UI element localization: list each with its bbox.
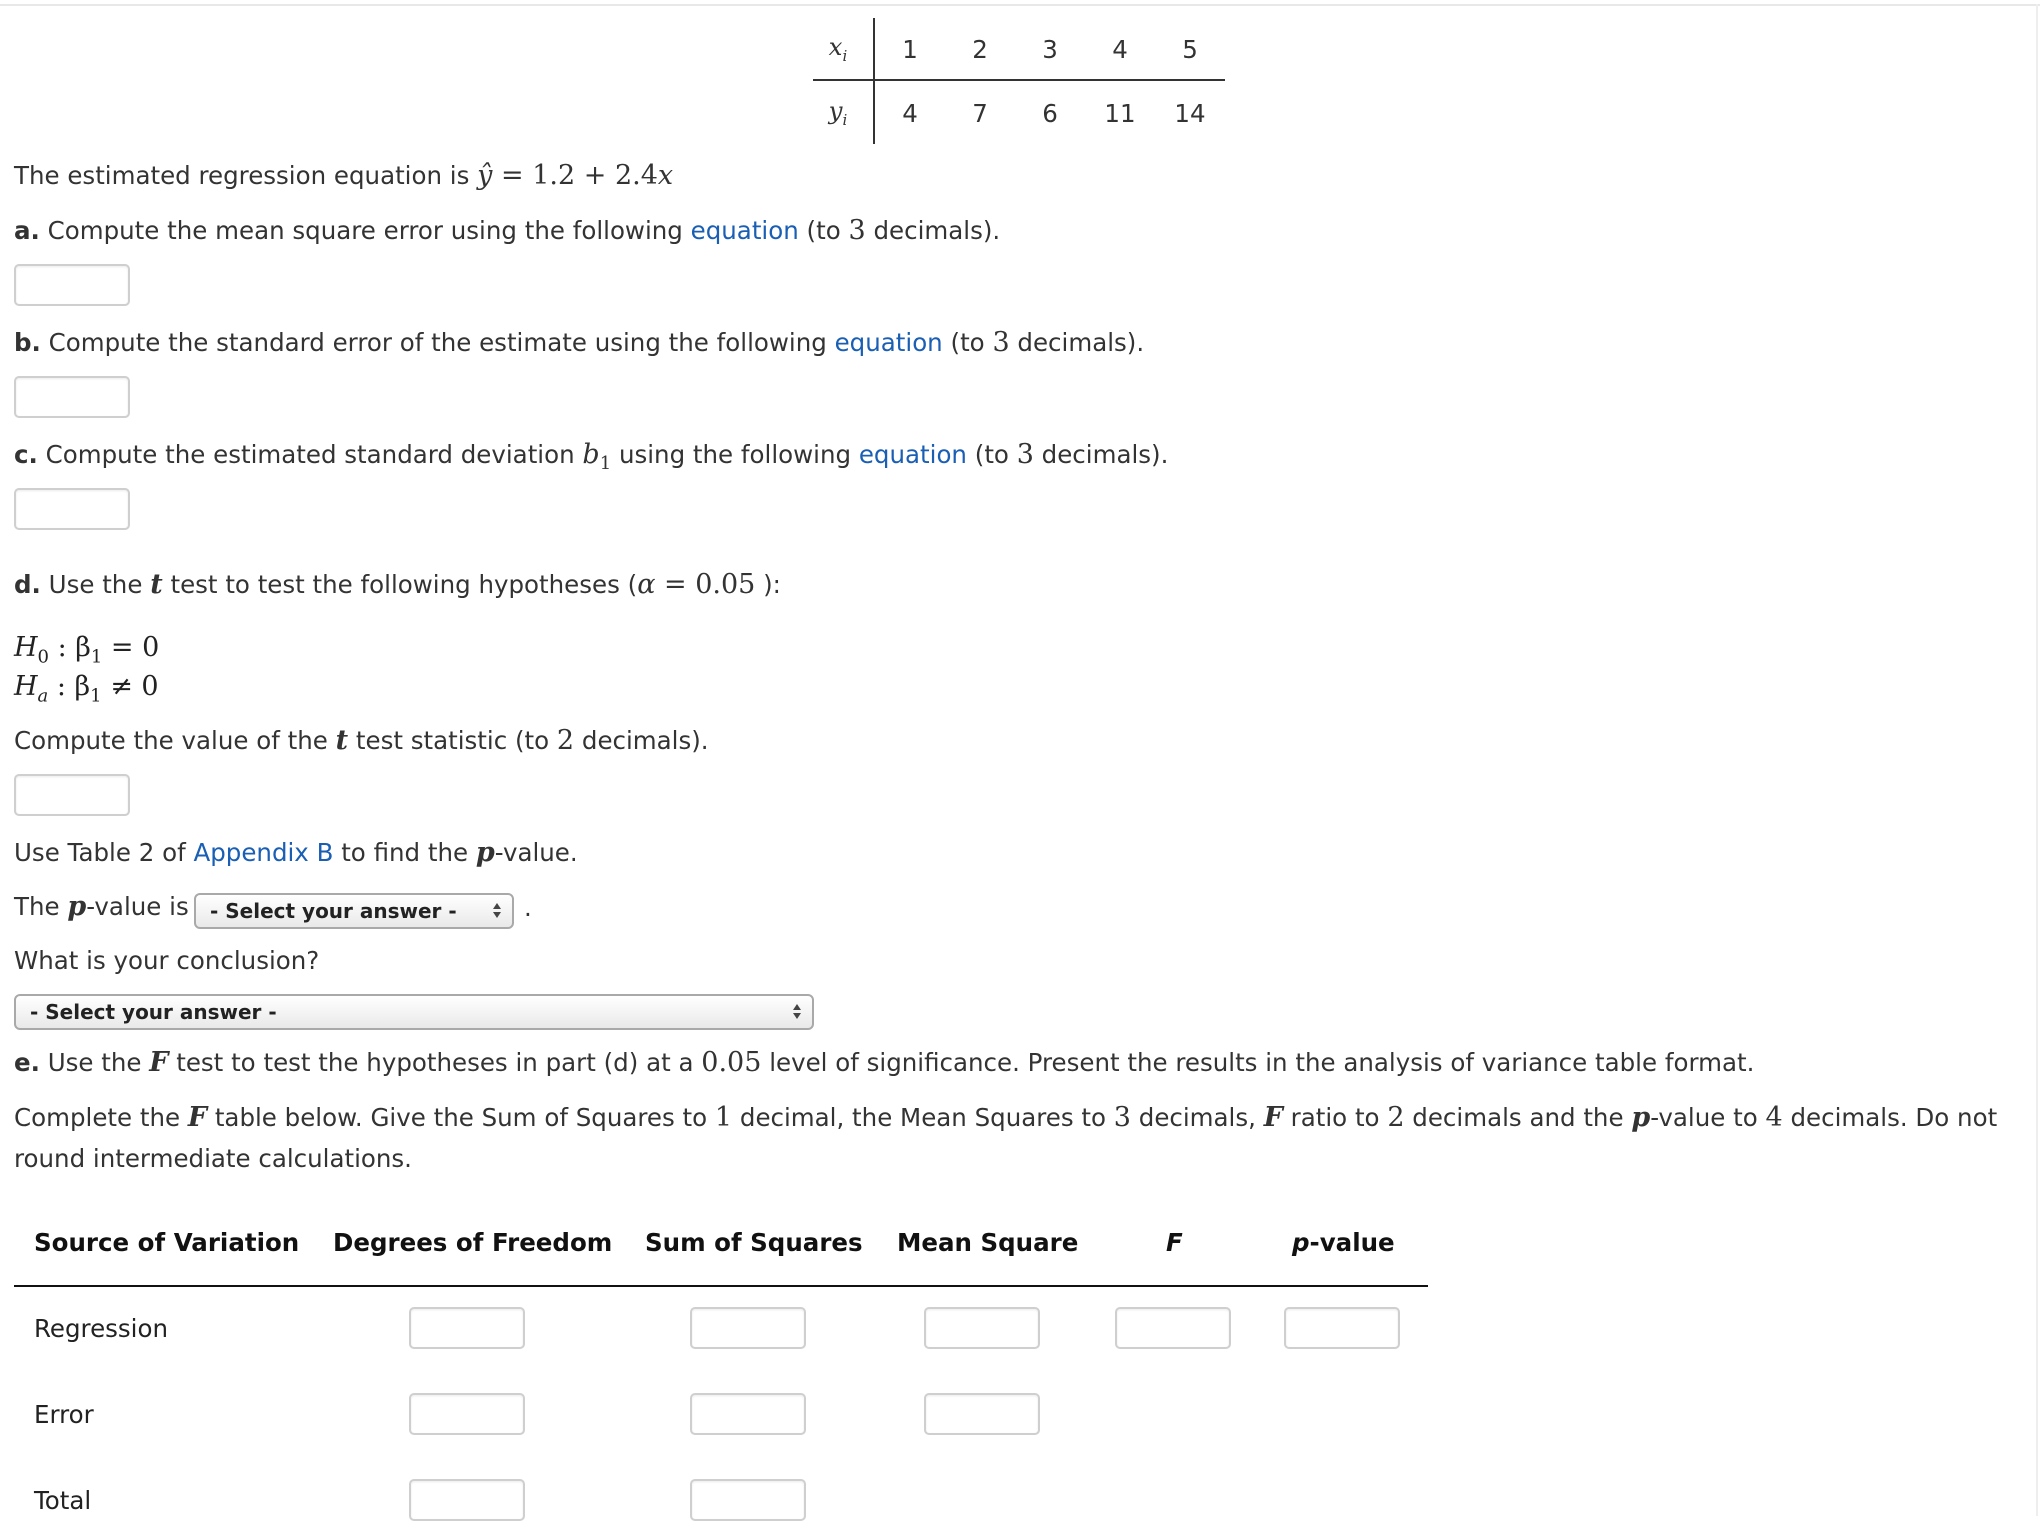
- equation-link[interactable]: equation: [834, 328, 943, 357]
- top-divider: [0, 4, 2040, 6]
- data-table-x-cell: 1: [902, 35, 918, 64]
- total-df-input[interactable]: [409, 1479, 525, 1521]
- data-table-y-cell: 14: [1174, 99, 1206, 128]
- appendix-b-link[interactable]: Appendix B: [193, 838, 334, 867]
- p-value-select[interactable]: - Select your answer -: [194, 893, 514, 929]
- data-table-y-cell: 6: [1042, 99, 1058, 128]
- anova-instructions-line-2: round intermediate calculations.: [14, 1144, 412, 1173]
- alternative-hypothesis: $H_a$ : $\beta_1 \ne 0$: [14, 671, 159, 707]
- data-table-x-cell: 3: [1042, 35, 1058, 64]
- t-statistic-input[interactable]: [14, 774, 130, 816]
- equation-link[interactable]: equation: [690, 216, 799, 245]
- part-c-question: c. Compute the estimated standard deviation $b_1$ using the following equation (to 3 decimals).: [14, 439, 1169, 474]
- data-table-x-cell: 4: [1112, 35, 1128, 64]
- null-hypothesis: $H_0$ : $\beta_1 = 0$: [14, 632, 160, 668]
- data-table-x-cell: 5: [1182, 35, 1198, 64]
- error-ms-input[interactable]: [924, 1393, 1040, 1435]
- header-mean-square: Mean Square: [897, 1228, 1079, 1257]
- total-ss-input[interactable]: [690, 1479, 806, 1521]
- select-arrows-icon: [492, 901, 502, 921]
- regression-p-value-input[interactable]: [1284, 1307, 1400, 1349]
- data-table-y-cell: 7: [972, 99, 988, 128]
- use-table-instruction: Use Table 2 of Appendix B to find the p-value.: [14, 837, 578, 868]
- error-df-input[interactable]: [409, 1393, 525, 1435]
- regression-df-input[interactable]: [409, 1307, 525, 1349]
- mse-input[interactable]: [14, 264, 130, 306]
- part-e-question: e. Use the F test to test the hypotheses in part (d) at a 0.05 level of significance. Present the results in the analysis of variance table format.: [14, 1047, 1755, 1078]
- data-table-y-cell: 4: [902, 99, 918, 128]
- anova-instructions-line-1: Complete the F table below. Give the Sum of Squares to 1 decimal, the Mean Squares to 3 decimals, F ratio to 2 decimals and the p-value to 4 decimals. Do not: [14, 1102, 1998, 1133]
- header-p-value: p-value: [1292, 1228, 1395, 1257]
- row-label-total: Total: [34, 1486, 92, 1515]
- header-f: F: [1166, 1228, 1183, 1257]
- row-label-error: Error: [34, 1400, 94, 1429]
- data-table-y-label: $y_i$: [828, 96, 848, 129]
- regression-equation: The estimated regression equation is ŷ = 1.2 + 2.4x: [14, 160, 674, 191]
- row-label-regression: Regression: [34, 1314, 169, 1343]
- right-divider: [2036, 4, 2038, 1516]
- data-table-x-label: $x_i$: [828, 32, 848, 65]
- header-degrees-of-freedom: Degrees of Freedom: [333, 1228, 613, 1257]
- conclusion-question: What is your conclusion?: [14, 946, 320, 975]
- anova-header-rule: [14, 1285, 1428, 1287]
- regression-f-input[interactable]: [1115, 1307, 1231, 1349]
- t-statistic-question: Compute the value of the t test statistic (to 2 decimals).: [14, 725, 709, 756]
- error-ss-input[interactable]: [690, 1393, 806, 1435]
- equation-link[interactable]: equation: [858, 440, 967, 469]
- data-table-x-cell: 2: [972, 35, 988, 64]
- regression-ss-input[interactable]: [690, 1307, 806, 1349]
- regression-ms-input[interactable]: [924, 1307, 1040, 1349]
- data-table-y-cell: 11: [1104, 99, 1136, 128]
- header-sum-of-squares: Sum of Squares: [645, 1228, 863, 1257]
- data-table-horizontal-rule: [813, 79, 1225, 81]
- part-a-question: a. Compute the mean square error using the following equation (to 3 decimals).: [14, 215, 1001, 246]
- part-d-question: d. Use the t test to test the following hypotheses (α = 0.05 ):: [14, 569, 781, 600]
- data-table-vertical-rule: [873, 18, 875, 144]
- part-b-question: b. Compute the standard error of the estimate using the following equation (to 3 decimals).: [14, 327, 1145, 358]
- p-value-label: The p-value is: [14, 891, 189, 922]
- select-arrows-icon: [792, 1002, 802, 1022]
- conclusion-select[interactable]: - Select your answer -: [14, 994, 814, 1030]
- header-source-of-variation: Source of Variation: [34, 1228, 300, 1257]
- std-dev-b1-input[interactable]: [14, 488, 130, 530]
- p-value-period: .: [524, 893, 532, 922]
- standard-error-input[interactable]: [14, 376, 130, 418]
